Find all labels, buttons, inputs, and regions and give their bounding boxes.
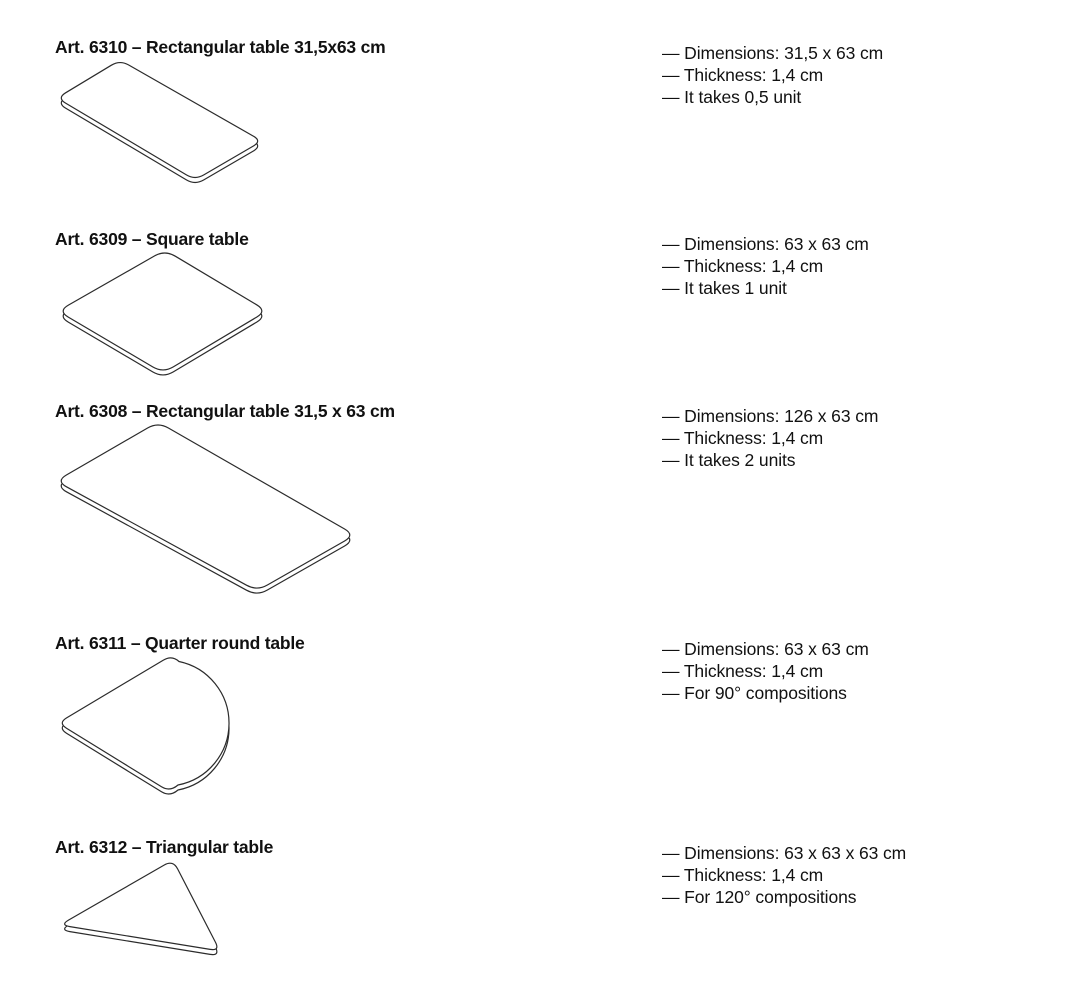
spec-line: — Dimensions: 63 x 63 cm <box>662 234 869 254</box>
triangular-tabletop-drawing <box>52 856 232 964</box>
spec-line: — It takes 1 unit <box>662 278 787 298</box>
spec-line: — Thickness: 1,4 cm <box>662 428 824 448</box>
spec-line: — For 120° compositions <box>662 887 857 907</box>
spec-line: — Thickness: 1,4 cm <box>662 661 824 681</box>
spec-list <box>662 233 869 299</box>
spec-line: — Thickness: 1,4 cm <box>662 256 824 276</box>
product-title: Art. 6308 – Rectangular table 31,5 x 63 cm <box>55 401 395 421</box>
product-title: Art. 6312 – Triangular table <box>55 837 274 857</box>
spec-line: — Dimensions: 31,5 x 63 cm <box>662 43 884 63</box>
product-title: Art. 6310 – Rectangular table 31,5x63 cm <box>55 37 386 57</box>
spec-line: — Dimensions: 63 x 63 x 63 cm <box>662 843 907 863</box>
product-title: Art. 6309 – Square table <box>55 229 249 249</box>
rectangular-tabletop-large-drawing <box>48 418 363 601</box>
rectangular-tabletop-drawing <box>50 56 270 190</box>
spec-list <box>662 405 878 471</box>
spec-line: — Dimensions: 126 x 63 cm <box>662 406 879 426</box>
spec-line: — For 90° compositions <box>662 683 847 703</box>
spec-line: — It takes 0,5 unit <box>662 87 802 107</box>
quarter-round-tabletop-drawing <box>50 650 242 802</box>
spec-line: — Thickness: 1,4 cm <box>662 865 824 885</box>
spec-list <box>662 842 906 908</box>
spec-line: — Dimensions: 63 x 63 cm <box>662 639 869 659</box>
square-tabletop-drawing <box>50 246 275 383</box>
spec-list <box>662 42 883 108</box>
spec-list <box>662 638 869 704</box>
spec-line: — Thickness: 1,4 cm <box>662 65 824 85</box>
spec-line: — It takes 2 units <box>662 450 796 470</box>
product-title: Art. 6311 – Quarter round table <box>55 633 305 653</box>
